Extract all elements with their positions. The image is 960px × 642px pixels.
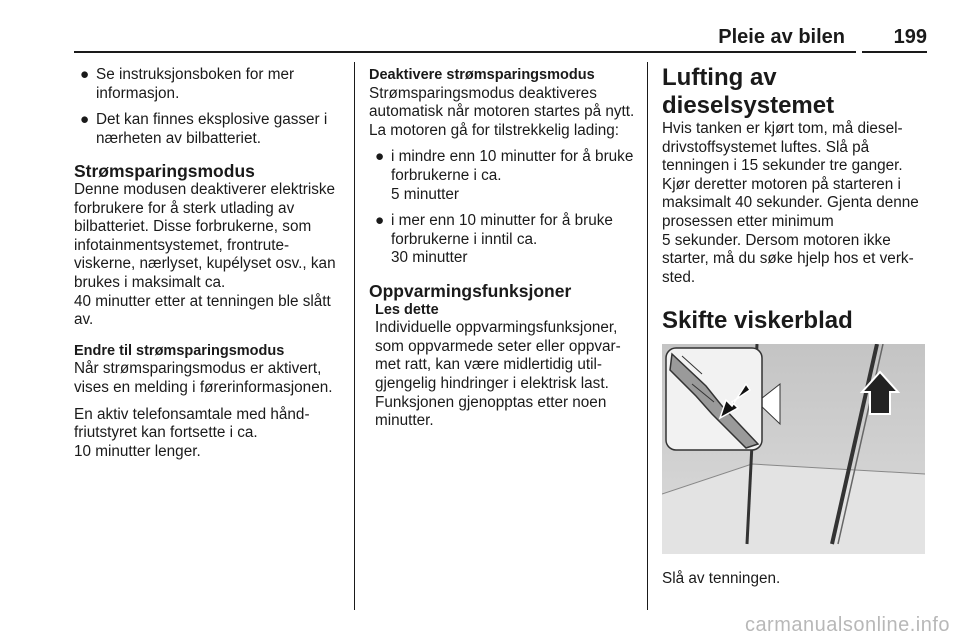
- disable-paragraph: Strømsparingsmodus deaktiveres automatisk når motoren startes på nytt. La motoren gå for tilstrekkelig lading:: [369, 84, 635, 139]
- list-item: [369, 148, 637, 204]
- call-paragraph: En aktiv telefonsamtale med håndfriutstyret kan fortsette i ca.: [74, 405, 310, 442]
- bullet-text: Se instruksjonsboken for mer informasjon.: [96, 66, 295, 102]
- note-title: Les dette: [375, 301, 439, 318]
- list-item: [74, 111, 344, 148]
- power-saving-paragraph-cont: 40 minutter etter at tenningen ble slått av.: [74, 292, 331, 329]
- bullet-value: 30 minutter: [391, 249, 468, 267]
- diesel-paragraph-cont: 5 sekunder. Dersom motoren ikke starter, må du søke hjelp hos et verksted.: [662, 231, 914, 286]
- bullet-icon: ●: [375, 212, 385, 230]
- wiper-blade-illustration: [662, 344, 925, 554]
- column-middle: [369, 66, 637, 431]
- call-paragraph-cont: 10 minutter lenger.: [74, 442, 201, 460]
- figure-caption-block: [662, 570, 928, 589]
- header-rule-gap: [856, 48, 862, 56]
- list-item: [369, 212, 637, 268]
- column-left: [74, 66, 344, 461]
- heading-heating-functions: Oppvarmingsfunksjoner: [369, 280, 572, 301]
- power-saving-paragraph: Denne modusen deaktiverer elektriske forbrukere for å sterk utlading av bilbatteriet. Disse forbrukerne, som infotainmentsystemet, frontruteviskerne, nærlyset, kupélyset osv., kan brukes i maksimalt ca.: [74, 180, 336, 291]
- subheading-enable-power-saving: Endre til strømsparingsmodus: [74, 342, 285, 359]
- subheading-disable-power-saving: Deaktivere strømsparingsmodus: [369, 67, 595, 83]
- header-rule: [74, 51, 927, 53]
- list-item: [74, 66, 344, 103]
- heading-diesel-venting: Lufting av dieselsystemet: [662, 64, 835, 119]
- note-block: [369, 301, 637, 431]
- column-divider-left: [354, 62, 355, 610]
- column-divider-right: [647, 62, 648, 610]
- heading-wiper-blade: Skifte viskerblad: [662, 307, 853, 335]
- heading-power-saving: Strømsparingsmodus: [74, 161, 255, 182]
- note-text: Individuelle oppvarmingsfunksjoner, som oppvarmede seter eller oppvarmet ratt, kan være midlertidig utilgjengelig hindringer i elektrisk last. Funksjonen gjenopptas etter noen minutter.: [375, 319, 621, 430]
- bullet-icon: ●: [375, 148, 385, 166]
- bullet-icon: ●: [80, 66, 90, 83]
- bullet-text: i mindre enn 10 minutter for å bruke forbrukerne i ca.: [391, 148, 634, 184]
- column-right: [662, 64, 928, 362]
- section-title: Pleie av bilen: [718, 26, 845, 48]
- bullet-value: 5 minutter: [391, 185, 460, 203]
- bullet-icon: ●: [80, 111, 90, 129]
- page-number: 199: [893, 26, 927, 48]
- diesel-paragraph: Hvis tanken er kjørt tom, må dieseldrivstoffsystemet luftes. Slå på tenningen i 15 sekunder tre ganger. Kjør deretter motoren på starteren i maksimalt 40 sekunder. Gjenta denne prosessen etter minimum: [662, 120, 919, 230]
- watermark: carmanualsonline.info: [744, 614, 950, 636]
- bullet-text: Det kan finnes eksplosive gasser i nærheten av bilbatteriet.: [96, 111, 328, 147]
- enable-paragraph: Når strømsparingsmodus er aktivert, vises en melding i førerinformasjonen.: [74, 360, 333, 396]
- bullet-text: i mer enn 10 minutter for å bruke forbrukerne i inntil ca.: [391, 212, 613, 248]
- figure-caption: Slå av tenningen.: [662, 570, 781, 587]
